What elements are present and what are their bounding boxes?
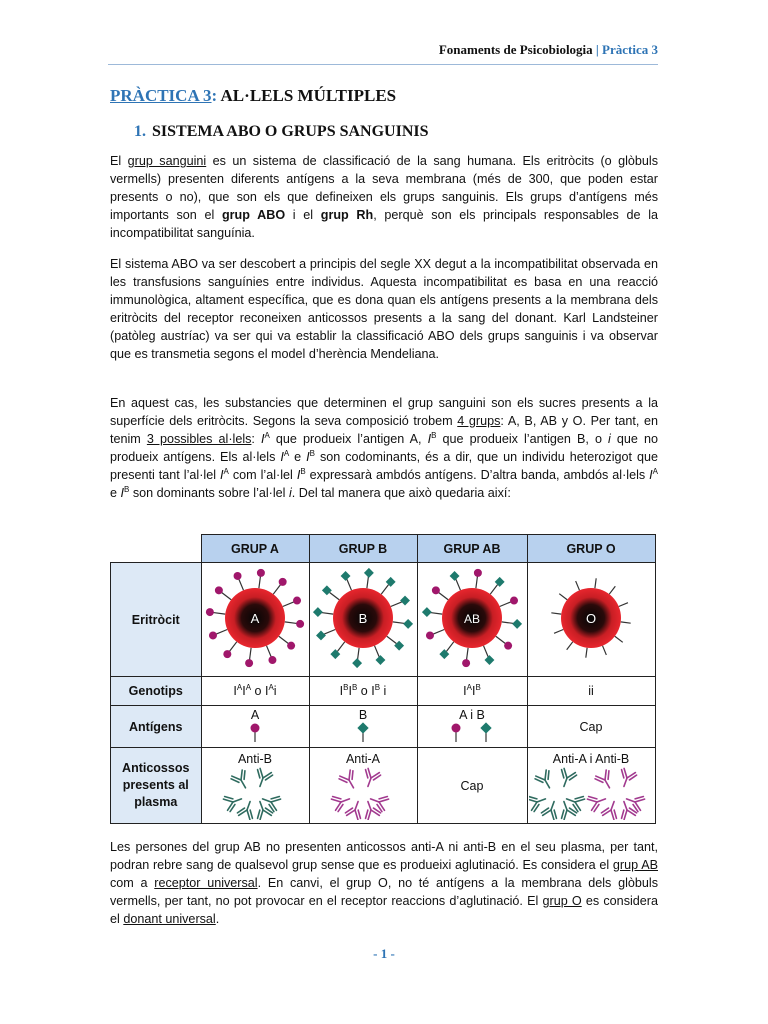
allele: I bbox=[296, 468, 301, 482]
antigen-a-head bbox=[223, 650, 231, 658]
text: expressarà ambdós antígens. D’altra banda, ambdós al·lels bbox=[305, 468, 650, 482]
antibody bbox=[529, 791, 548, 812]
genotype-ab: $I^AI^B$ bbox=[417, 677, 527, 706]
antigen-a-head bbox=[474, 569, 482, 577]
erythrocyte-ab-icon bbox=[420, 563, 524, 673]
antibody-o bbox=[527, 748, 655, 824]
antibody bbox=[594, 769, 616, 792]
antigen-b-head bbox=[512, 619, 522, 629]
antigen-a-head bbox=[426, 631, 434, 639]
text: que produeix l’antigen B, o bbox=[436, 432, 609, 446]
antigen-b-head bbox=[422, 607, 432, 617]
spike-stem bbox=[456, 579, 461, 590]
spike-stem bbox=[250, 648, 252, 660]
antigen-a-icon bbox=[248, 722, 262, 742]
text: : bbox=[251, 432, 261, 446]
antigen-label: A bbox=[250, 708, 260, 722]
underlined-term: donant universal bbox=[123, 912, 216, 926]
antibody bbox=[360, 768, 381, 789]
spike-stem bbox=[586, 648, 587, 658]
allele: I bbox=[120, 486, 125, 500]
antibody bbox=[230, 769, 252, 792]
spike-stem bbox=[500, 602, 511, 607]
antibody bbox=[237, 799, 258, 820]
header-grup-a: GRUP A bbox=[201, 535, 309, 563]
spike-stem bbox=[285, 622, 297, 624]
spike-stem bbox=[615, 636, 623, 642]
row-label-erythrocyte: Eritròcit bbox=[111, 563, 202, 677]
spike-stem bbox=[283, 602, 294, 607]
allele: i bbox=[288, 486, 292, 500]
bold-term: grup ABO bbox=[221, 208, 286, 222]
allele-sup: A bbox=[264, 430, 270, 440]
cell-letter: A bbox=[250, 611, 260, 626]
header-rule bbox=[108, 64, 658, 65]
text: e bbox=[110, 486, 121, 500]
allele-sup: A bbox=[283, 448, 290, 458]
antigen-b-head bbox=[313, 607, 323, 617]
antigen-a-head bbox=[234, 572, 242, 580]
antigen-b-head bbox=[376, 655, 386, 665]
antibody bbox=[534, 769, 556, 792]
allele: I bbox=[649, 468, 653, 482]
spike-stem bbox=[621, 622, 631, 623]
antigen-a bbox=[201, 706, 309, 748]
antigen-b-head bbox=[450, 571, 460, 581]
erythrocyte-o-icon bbox=[539, 563, 643, 673]
section-number: 1. bbox=[134, 123, 146, 140]
spike-stem bbox=[229, 642, 236, 652]
running-header bbox=[439, 42, 658, 58]
antigen-a-head bbox=[432, 586, 440, 594]
spike-stem bbox=[324, 630, 335, 635]
antigen-a-head bbox=[293, 597, 301, 605]
allele-sup: B bbox=[309, 448, 315, 458]
row-label-antigens: Antígens bbox=[111, 706, 202, 748]
antigen-a-head bbox=[279, 578, 287, 586]
spike-stem bbox=[551, 613, 561, 614]
antibody-anti-b-icon bbox=[205, 766, 305, 820]
underlined-term: receptor universal bbox=[154, 876, 258, 890]
antigen-a-head bbox=[257, 569, 265, 577]
antigen-b-head bbox=[352, 658, 362, 668]
text: . bbox=[215, 912, 220, 926]
spike-stem bbox=[484, 646, 489, 657]
erythrocyte-o-cell bbox=[527, 563, 655, 677]
row-label-antibodies: Anticossos presents al plasma bbox=[111, 748, 202, 824]
antibody-anti-a-icon bbox=[313, 766, 413, 820]
text: com a bbox=[110, 876, 155, 890]
text: Les persones del grup AB no presenten anticossos anti-A ni anti-B en el seu plasma, per tant, podran rebre sang de qualsevol grup sense que es produeixi aglutinació. Es considera el bbox=[110, 840, 658, 872]
spike-stem bbox=[439, 592, 449, 599]
spike-stem bbox=[267, 646, 272, 657]
antibody bbox=[616, 768, 637, 789]
text: e bbox=[289, 450, 307, 464]
spike-stem bbox=[367, 576, 369, 588]
antigen-a-head bbox=[510, 597, 518, 605]
allele: i bbox=[608, 432, 611, 446]
spike-stem bbox=[375, 646, 380, 657]
spike-stem bbox=[433, 630, 444, 635]
text: . En canvi, el grup O, no té antígens a la membrana dels glòbuls vermells, per tant, no pot provocar en el receptor reaccions d’aglutinació. El bbox=[110, 876, 658, 908]
spike-stem bbox=[387, 636, 397, 643]
antigen-a-head bbox=[462, 659, 470, 667]
header-grup-o: GRUP O bbox=[527, 535, 655, 563]
spike-stem bbox=[502, 622, 514, 624]
spike-stem bbox=[619, 603, 628, 607]
antigen-ab-icon bbox=[442, 722, 502, 742]
erythrocyte-a-cell bbox=[201, 563, 309, 677]
erythrocyte-b-icon bbox=[311, 563, 415, 673]
spike-stem bbox=[496, 636, 506, 643]
antibody-b bbox=[309, 748, 417, 824]
antigen-b-head bbox=[364, 568, 374, 578]
antibody-ab: Cap bbox=[417, 748, 527, 824]
antigen-a-head bbox=[296, 620, 304, 628]
spike-stem bbox=[337, 642, 344, 652]
paragraph-4 bbox=[110, 838, 658, 928]
erythrocyte-ab-cell bbox=[417, 563, 527, 677]
text: : A, B, AB y O. Per tant, en tenim bbox=[110, 414, 658, 446]
antigen-b-head bbox=[330, 649, 340, 659]
allele: I bbox=[427, 432, 432, 446]
paragraph-2: El sistema ABO va ser descobert a principis del segle XX degut a la incompatibilitat observada en les transfusions sanguínies entre individus. Aquesta incompatibilitat es basa en una reacció immunològica, altament específica, que es dona quan els antígens presents a la membrana dels eritròcits del receptor reconeixen anticossos presents a la sang del donant. Karl Landsteiner (patòleg austríac) va ser qui va establir la classificació ABO dels grups sanguinis i va observar que es transmetia segons el model d’herència Mendeliana. bbox=[110, 257, 658, 361]
antigen-b-icon bbox=[356, 722, 370, 742]
antigen-b-head bbox=[495, 577, 505, 587]
text: En aquest cas, les substancies que determinen el grup sanguini son els sucres presents a la superfície dels eritròcits. Segons la seva composició trobem bbox=[110, 396, 658, 428]
spike-stem bbox=[554, 630, 563, 634]
antibody bbox=[556, 768, 577, 789]
antibody bbox=[541, 799, 562, 820]
spike-stem bbox=[595, 578, 596, 588]
antigen-b-head bbox=[322, 585, 332, 595]
antigen-a-head bbox=[215, 586, 223, 594]
erythrocyte-b-cell bbox=[309, 563, 417, 677]
spike-stem bbox=[273, 585, 280, 595]
text: son dominants sobre l’al·lel bbox=[129, 486, 289, 500]
spike-stem bbox=[216, 630, 227, 635]
spike-stem bbox=[391, 602, 402, 607]
title-link[interactable]: PRÀCTICA 3 bbox=[110, 86, 212, 105]
spike-stem bbox=[609, 586, 615, 594]
antigen-label: A i B bbox=[459, 708, 485, 722]
allele: I bbox=[261, 432, 265, 446]
antigen-b bbox=[309, 706, 417, 748]
spike-stem bbox=[567, 642, 573, 650]
text: com l’al·lel bbox=[228, 468, 297, 482]
underlined-term: grup AB bbox=[612, 858, 658, 872]
antigen-a-head bbox=[287, 642, 295, 650]
text: , perquè son els principals responsables de la incompatibilitat sanguínia. bbox=[110, 208, 658, 240]
allele: I bbox=[280, 450, 284, 464]
antigen-label: B bbox=[358, 708, 368, 722]
allele: I bbox=[220, 468, 224, 482]
spike-stem bbox=[576, 581, 580, 590]
practice-label: Pràctica 3 bbox=[602, 42, 658, 57]
antigen-b-head bbox=[386, 577, 396, 587]
cell-letter: B bbox=[358, 611, 368, 626]
antibody bbox=[223, 791, 244, 812]
underlined-term: 3 possibles al·lels bbox=[146, 432, 252, 446]
row-label-genotypes: Genotips bbox=[111, 677, 202, 706]
antigen-b-head bbox=[316, 631, 326, 641]
spike-stem bbox=[347, 579, 352, 590]
abo-table bbox=[110, 534, 656, 824]
antibody bbox=[331, 791, 352, 812]
antibody bbox=[601, 799, 622, 820]
allele-sup: A bbox=[652, 466, 659, 476]
antibody-label: Anti-A i Anti-B bbox=[552, 752, 630, 766]
spike-stem bbox=[393, 622, 405, 624]
antibody bbox=[587, 791, 608, 812]
antibody bbox=[338, 769, 360, 792]
cell-letter: O bbox=[585, 611, 597, 626]
antigen-b-head bbox=[341, 571, 351, 581]
antibody-anti-a-anti-b-icon bbox=[529, 766, 653, 820]
spike-stem bbox=[330, 592, 340, 599]
antibody bbox=[252, 768, 273, 789]
allele-sup: B bbox=[124, 484, 130, 494]
course-name: Fonaments de Psicobiologia bbox=[438, 42, 593, 57]
antigen-a-head bbox=[245, 659, 253, 667]
allele-sup: B bbox=[431, 430, 437, 440]
antigen-b-head bbox=[485, 655, 495, 665]
spike-stem bbox=[446, 642, 453, 652]
paragraph-3 bbox=[110, 394, 658, 502]
spike-stem bbox=[490, 585, 497, 595]
header-grup-ab: GRUP AB bbox=[417, 535, 527, 563]
antigen-a-head bbox=[209, 631, 217, 639]
spike-stem bbox=[476, 576, 478, 588]
text: El bbox=[110, 154, 128, 168]
page-title bbox=[110, 86, 396, 106]
text: es considera el bbox=[110, 894, 658, 926]
spike-stem bbox=[358, 648, 360, 660]
table-corner bbox=[111, 535, 202, 563]
antigen-a-head bbox=[504, 642, 512, 650]
spike-stem bbox=[467, 648, 469, 660]
section-heading bbox=[134, 123, 429, 141]
spike-stem bbox=[381, 585, 388, 595]
page-number: - 1 - bbox=[373, 946, 395, 961]
underlined-term: 4 grups bbox=[457, 414, 501, 428]
allele-sup: B bbox=[300, 466, 306, 476]
header-separator: | bbox=[595, 42, 599, 57]
title-colon: : bbox=[211, 86, 218, 105]
genotype-o: ii bbox=[527, 677, 655, 706]
bold-term: grup Rh bbox=[320, 208, 374, 222]
spike-stem bbox=[222, 592, 232, 599]
antigen-b-head bbox=[400, 596, 410, 606]
allele: I bbox=[306, 450, 310, 464]
antigen-a-head bbox=[206, 608, 214, 616]
antibody-a bbox=[201, 748, 309, 824]
text: . Del tal manera que això quedaria així: bbox=[291, 486, 511, 500]
spike-stem bbox=[321, 613, 333, 615]
erythrocyte-a-icon bbox=[203, 563, 307, 673]
spike-stem bbox=[259, 576, 261, 588]
genotype-b: $I^BI^B$ o $I^B$ i bbox=[309, 677, 417, 706]
spike-stem bbox=[559, 594, 567, 600]
underlined-term: grup O bbox=[542, 894, 582, 908]
text: es un sistema de classificació de la sang humana. Els eritròcits (o glòbuls vermells) presenten diferents antígens a la seva membrana (més de 300, que poden estar presents o no), que son els que defineixen els grups sanguinis. Els grups d’antígens més importants son el bbox=[110, 154, 659, 222]
spike-stem bbox=[279, 636, 289, 643]
antigen-ab bbox=[417, 706, 527, 748]
underlined-term: grup sanguini bbox=[127, 154, 207, 168]
section-title: SISTEMA ABO O GRUPS SANGUINIS bbox=[152, 123, 429, 140]
header-grup-b: GRUP B bbox=[309, 535, 417, 563]
antibody bbox=[345, 799, 366, 820]
antibody-label: Anti-A bbox=[345, 752, 381, 766]
antigen-a-head bbox=[268, 656, 276, 664]
antigen-b-head bbox=[394, 641, 404, 651]
antibody-label: Anti-B bbox=[237, 752, 273, 766]
antigen-o: Cap bbox=[527, 706, 655, 748]
antigen-b-head bbox=[439, 649, 449, 659]
text: i el bbox=[285, 208, 321, 222]
genotype-a: $I^AI^A$ o $I^Ai$ bbox=[201, 677, 309, 706]
spike-stem bbox=[239, 579, 244, 590]
text: son codominants, és a dir, que un individu heterozigot que presenti tant l’al·lel bbox=[110, 450, 658, 482]
text: que no produeix antígens. Els al·lels bbox=[110, 432, 659, 464]
text: que produeix l’antigen A, bbox=[269, 432, 428, 446]
paragraph-1 bbox=[110, 152, 658, 242]
title-rest: AL·LELS MÚLTIPLES bbox=[217, 86, 397, 105]
spike-stem bbox=[213, 613, 225, 615]
spike-stem bbox=[603, 646, 607, 655]
cell-letter: AB bbox=[463, 612, 481, 626]
allele-sup: A bbox=[223, 466, 229, 476]
antigen-b-head bbox=[403, 619, 413, 629]
spike-stem bbox=[430, 613, 442, 615]
